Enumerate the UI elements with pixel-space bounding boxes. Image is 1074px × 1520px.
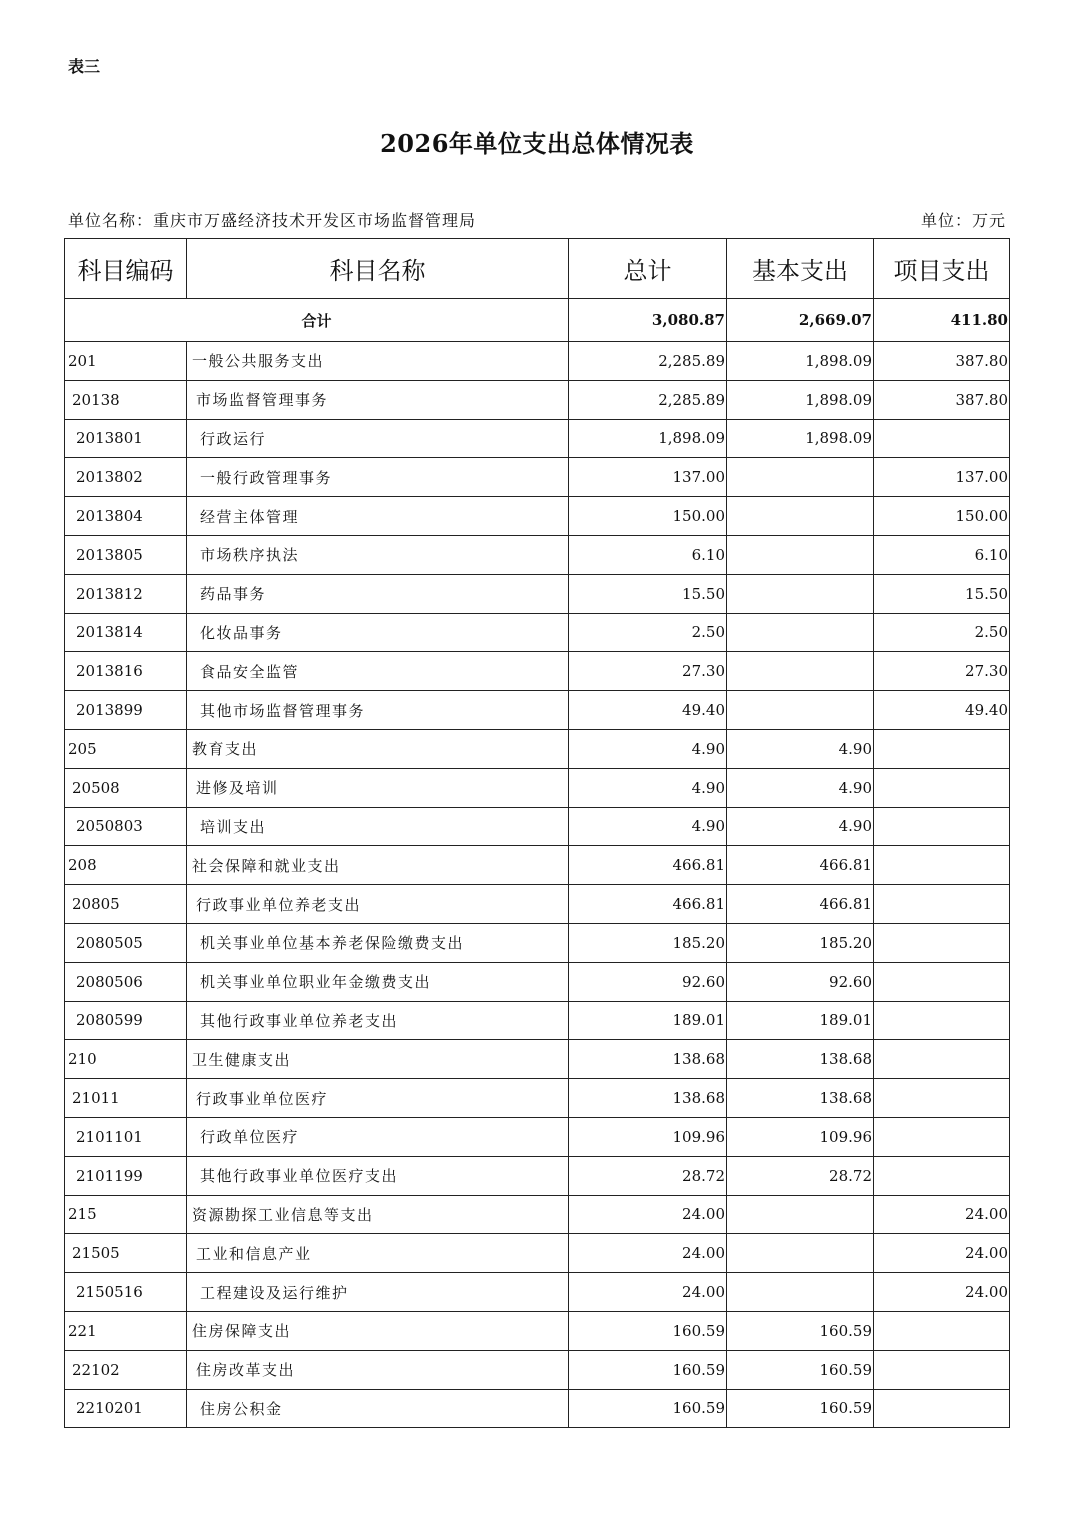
row-code: 2013804 (65, 497, 187, 536)
row-project (874, 419, 1010, 458)
row-total: 24.00 (569, 1234, 727, 1273)
row-code: 2013814 (65, 613, 187, 652)
row-name: 机关事业单位基本养老保险缴费支出 (187, 923, 569, 962)
column-header-basic: 基本支出 (727, 239, 874, 299)
row-name: 市场秩序执法 (187, 535, 569, 574)
row-code: 20138 (65, 380, 187, 419)
row-total: 466.81 (569, 885, 727, 924)
row-name: 其他行政事业单位医疗支出 (187, 1156, 569, 1195)
row-project (874, 962, 1010, 1001)
row-basic: 1,898.09 (727, 380, 874, 419)
row-name: 住房公积金 (187, 1389, 569, 1428)
row-name: 化妆品事务 (187, 613, 569, 652)
row-name: 其他行政事业单位养老支出 (187, 1001, 569, 1040)
row-basic (727, 1195, 874, 1234)
table-header-row (65, 239, 1010, 299)
row-name: 行政运行 (187, 419, 569, 458)
row-total: 27.30 (569, 652, 727, 691)
row-code: 2013816 (65, 652, 187, 691)
row-basic: 138.68 (727, 1079, 874, 1118)
row-total: 2,285.89 (569, 342, 727, 381)
row-basic: 160.59 (727, 1311, 874, 1350)
table-row (65, 1040, 1010, 1079)
row-basic: 160.59 (727, 1389, 874, 1428)
table-row (65, 497, 1010, 536)
row-name: 培训支出 (187, 807, 569, 846)
row-total: 137.00 (569, 458, 727, 497)
table-row (65, 768, 1010, 807)
row-project (874, 1311, 1010, 1350)
row-code: 2210201 (65, 1389, 187, 1428)
row-project (874, 1350, 1010, 1389)
row-basic (727, 497, 874, 536)
row-basic (727, 574, 874, 613)
row-basic: 466.81 (727, 885, 874, 924)
row-basic (727, 535, 874, 574)
column-header-name: 科目名称 (187, 239, 569, 299)
row-basic: 1,898.09 (727, 342, 874, 381)
row-code: 20805 (65, 885, 187, 924)
row-total: 2,285.89 (569, 380, 727, 419)
row-basic: 28.72 (727, 1156, 874, 1195)
row-name: 市场监督管理事务 (187, 380, 569, 419)
row-code: 205 (65, 729, 187, 768)
table-row (65, 574, 1010, 613)
row-name: 工程建设及运行维护 (187, 1273, 569, 1312)
row-name: 社会保障和就业支出 (187, 846, 569, 885)
table-row (65, 535, 1010, 574)
row-basic: 92.60 (727, 962, 874, 1001)
total-basic: 2,669.07 (727, 299, 874, 342)
row-code: 20508 (65, 768, 187, 807)
row-code: 2080505 (65, 923, 187, 962)
row-basic (727, 458, 874, 497)
row-code: 2013805 (65, 535, 187, 574)
row-name: 一般行政管理事务 (187, 458, 569, 497)
column-header-project: 项目支出 (874, 239, 1010, 299)
row-basic: 4.90 (727, 807, 874, 846)
row-project: 24.00 (874, 1273, 1010, 1312)
row-project (874, 885, 1010, 924)
row-code: 215 (65, 1195, 187, 1234)
row-name: 住房改革支出 (187, 1350, 569, 1389)
column-header-code: 科目编码 (65, 239, 187, 299)
row-name: 工业和信息产业 (187, 1234, 569, 1273)
row-name: 教育支出 (187, 729, 569, 768)
row-project: 24.00 (874, 1234, 1010, 1273)
row-total: 15.50 (569, 574, 727, 613)
table-row (65, 458, 1010, 497)
row-project (874, 1040, 1010, 1079)
row-total: 466.81 (569, 846, 727, 885)
row-name: 一般公共服务支出 (187, 342, 569, 381)
row-name: 经营主体管理 (187, 497, 569, 536)
row-total: 2.50 (569, 613, 727, 652)
row-name: 进修及培训 (187, 768, 569, 807)
row-name: 食品安全监管 (187, 652, 569, 691)
row-total: 150.00 (569, 497, 727, 536)
table-row (65, 1311, 1010, 1350)
row-project: 150.00 (874, 497, 1010, 536)
table-row (65, 1117, 1010, 1156)
row-basic: 189.01 (727, 1001, 874, 1040)
row-code: 2050803 (65, 807, 187, 846)
row-project (874, 807, 1010, 846)
row-project (874, 1079, 1010, 1118)
table-row (65, 846, 1010, 885)
table-number: 表三 (68, 57, 101, 76)
row-total: 49.40 (569, 691, 727, 730)
row-code: 2150516 (65, 1273, 187, 1312)
row-total: 4.90 (569, 768, 727, 807)
row-total: 138.68 (569, 1079, 727, 1118)
row-code: 221 (65, 1311, 187, 1350)
currency-unit-label: 单位：万元 (920, 211, 1006, 230)
row-name: 药品事务 (187, 574, 569, 613)
total-sum: 3,080.87 (569, 299, 727, 342)
row-total: 1,898.09 (569, 419, 727, 458)
unit-name-label: 单位名称：重庆市万盛经济技术开发区市场监督管理局 (68, 211, 477, 230)
row-project: 49.40 (874, 691, 1010, 730)
row-basic: 466.81 (727, 846, 874, 885)
table-row (65, 729, 1010, 768)
row-project: 137.00 (874, 458, 1010, 497)
table-row (65, 1389, 1010, 1428)
row-basic: 160.59 (727, 1350, 874, 1389)
row-basic: 185.20 (727, 923, 874, 962)
row-basic (727, 613, 874, 652)
row-name: 卫生健康支出 (187, 1040, 569, 1079)
table-row (65, 1001, 1010, 1040)
total-row (65, 299, 1010, 342)
row-total: 189.01 (569, 1001, 727, 1040)
table-row (65, 807, 1010, 846)
row-total: 92.60 (569, 962, 727, 1001)
row-name: 行政事业单位养老支出 (187, 885, 569, 924)
row-code: 21505 (65, 1234, 187, 1273)
row-total: 4.90 (569, 807, 727, 846)
table-row (65, 1156, 1010, 1195)
row-project: 2.50 (874, 613, 1010, 652)
row-project (874, 729, 1010, 768)
table-row (65, 419, 1010, 458)
row-total: 160.59 (569, 1350, 727, 1389)
row-project (874, 768, 1010, 807)
row-project (874, 1156, 1010, 1195)
row-project (874, 1389, 1010, 1428)
table-row (65, 1195, 1010, 1234)
row-basic (727, 1234, 874, 1273)
row-total: 28.72 (569, 1156, 727, 1195)
row-total: 160.59 (569, 1389, 727, 1428)
table-row (65, 613, 1010, 652)
row-code: 210 (65, 1040, 187, 1079)
page-title: 2026年单位支出总体情况表 (380, 129, 694, 158)
row-code: 2080599 (65, 1001, 187, 1040)
row-code: 2013899 (65, 691, 187, 730)
row-project (874, 1001, 1010, 1040)
row-code: 208 (65, 846, 187, 885)
row-code: 2080506 (65, 962, 187, 1001)
row-total: 109.96 (569, 1117, 727, 1156)
row-code: 2101199 (65, 1156, 187, 1195)
row-project: 387.80 (874, 380, 1010, 419)
row-project (874, 1117, 1010, 1156)
table-row (65, 1273, 1010, 1312)
row-basic: 4.90 (727, 768, 874, 807)
table-row (65, 923, 1010, 962)
row-name: 行政事业单位医疗 (187, 1079, 569, 1118)
row-project: 27.30 (874, 652, 1010, 691)
row-total: 6.10 (569, 535, 727, 574)
row-name: 行政单位医疗 (187, 1117, 569, 1156)
row-project (874, 923, 1010, 962)
row-basic: 1,898.09 (727, 419, 874, 458)
row-basic: 4.90 (727, 729, 874, 768)
row-project (874, 846, 1010, 885)
total-project: 411.80 (874, 299, 1010, 342)
table-row (65, 962, 1010, 1001)
row-code: 2013812 (65, 574, 187, 613)
row-name: 其他市场监督管理事务 (187, 691, 569, 730)
row-project: 24.00 (874, 1195, 1010, 1234)
table-row (65, 885, 1010, 924)
row-total: 185.20 (569, 923, 727, 962)
row-basic (727, 691, 874, 730)
expenditure-table (64, 238, 1010, 1428)
row-total: 24.00 (569, 1195, 727, 1234)
table-row (65, 1234, 1010, 1273)
row-code: 2101101 (65, 1117, 187, 1156)
row-code: 201 (65, 342, 187, 381)
row-code: 2013801 (65, 419, 187, 458)
row-code: 21011 (65, 1079, 187, 1118)
row-project: 387.80 (874, 342, 1010, 381)
row-basic (727, 652, 874, 691)
table-row (65, 342, 1010, 381)
row-code: 22102 (65, 1350, 187, 1389)
row-project: 6.10 (874, 535, 1010, 574)
row-name: 住房保障支出 (187, 1311, 569, 1350)
row-basic: 138.68 (727, 1040, 874, 1079)
row-project: 15.50 (874, 574, 1010, 613)
row-basic (727, 1273, 874, 1312)
row-code: 2013802 (65, 458, 187, 497)
column-header-total: 总计 (569, 239, 727, 299)
table-row (65, 652, 1010, 691)
table-row (65, 1350, 1010, 1389)
row-basic: 109.96 (727, 1117, 874, 1156)
row-total: 4.90 (569, 729, 727, 768)
table-row (65, 380, 1010, 419)
row-name: 机关事业单位职业年金缴费支出 (187, 962, 569, 1001)
row-total: 24.00 (569, 1273, 727, 1312)
row-total: 138.68 (569, 1040, 727, 1079)
total-label: 合计 (65, 299, 569, 342)
row-name: 资源勘探工业信息等支出 (187, 1195, 569, 1234)
table-row (65, 691, 1010, 730)
row-total: 160.59 (569, 1311, 727, 1350)
table-row (65, 1079, 1010, 1118)
